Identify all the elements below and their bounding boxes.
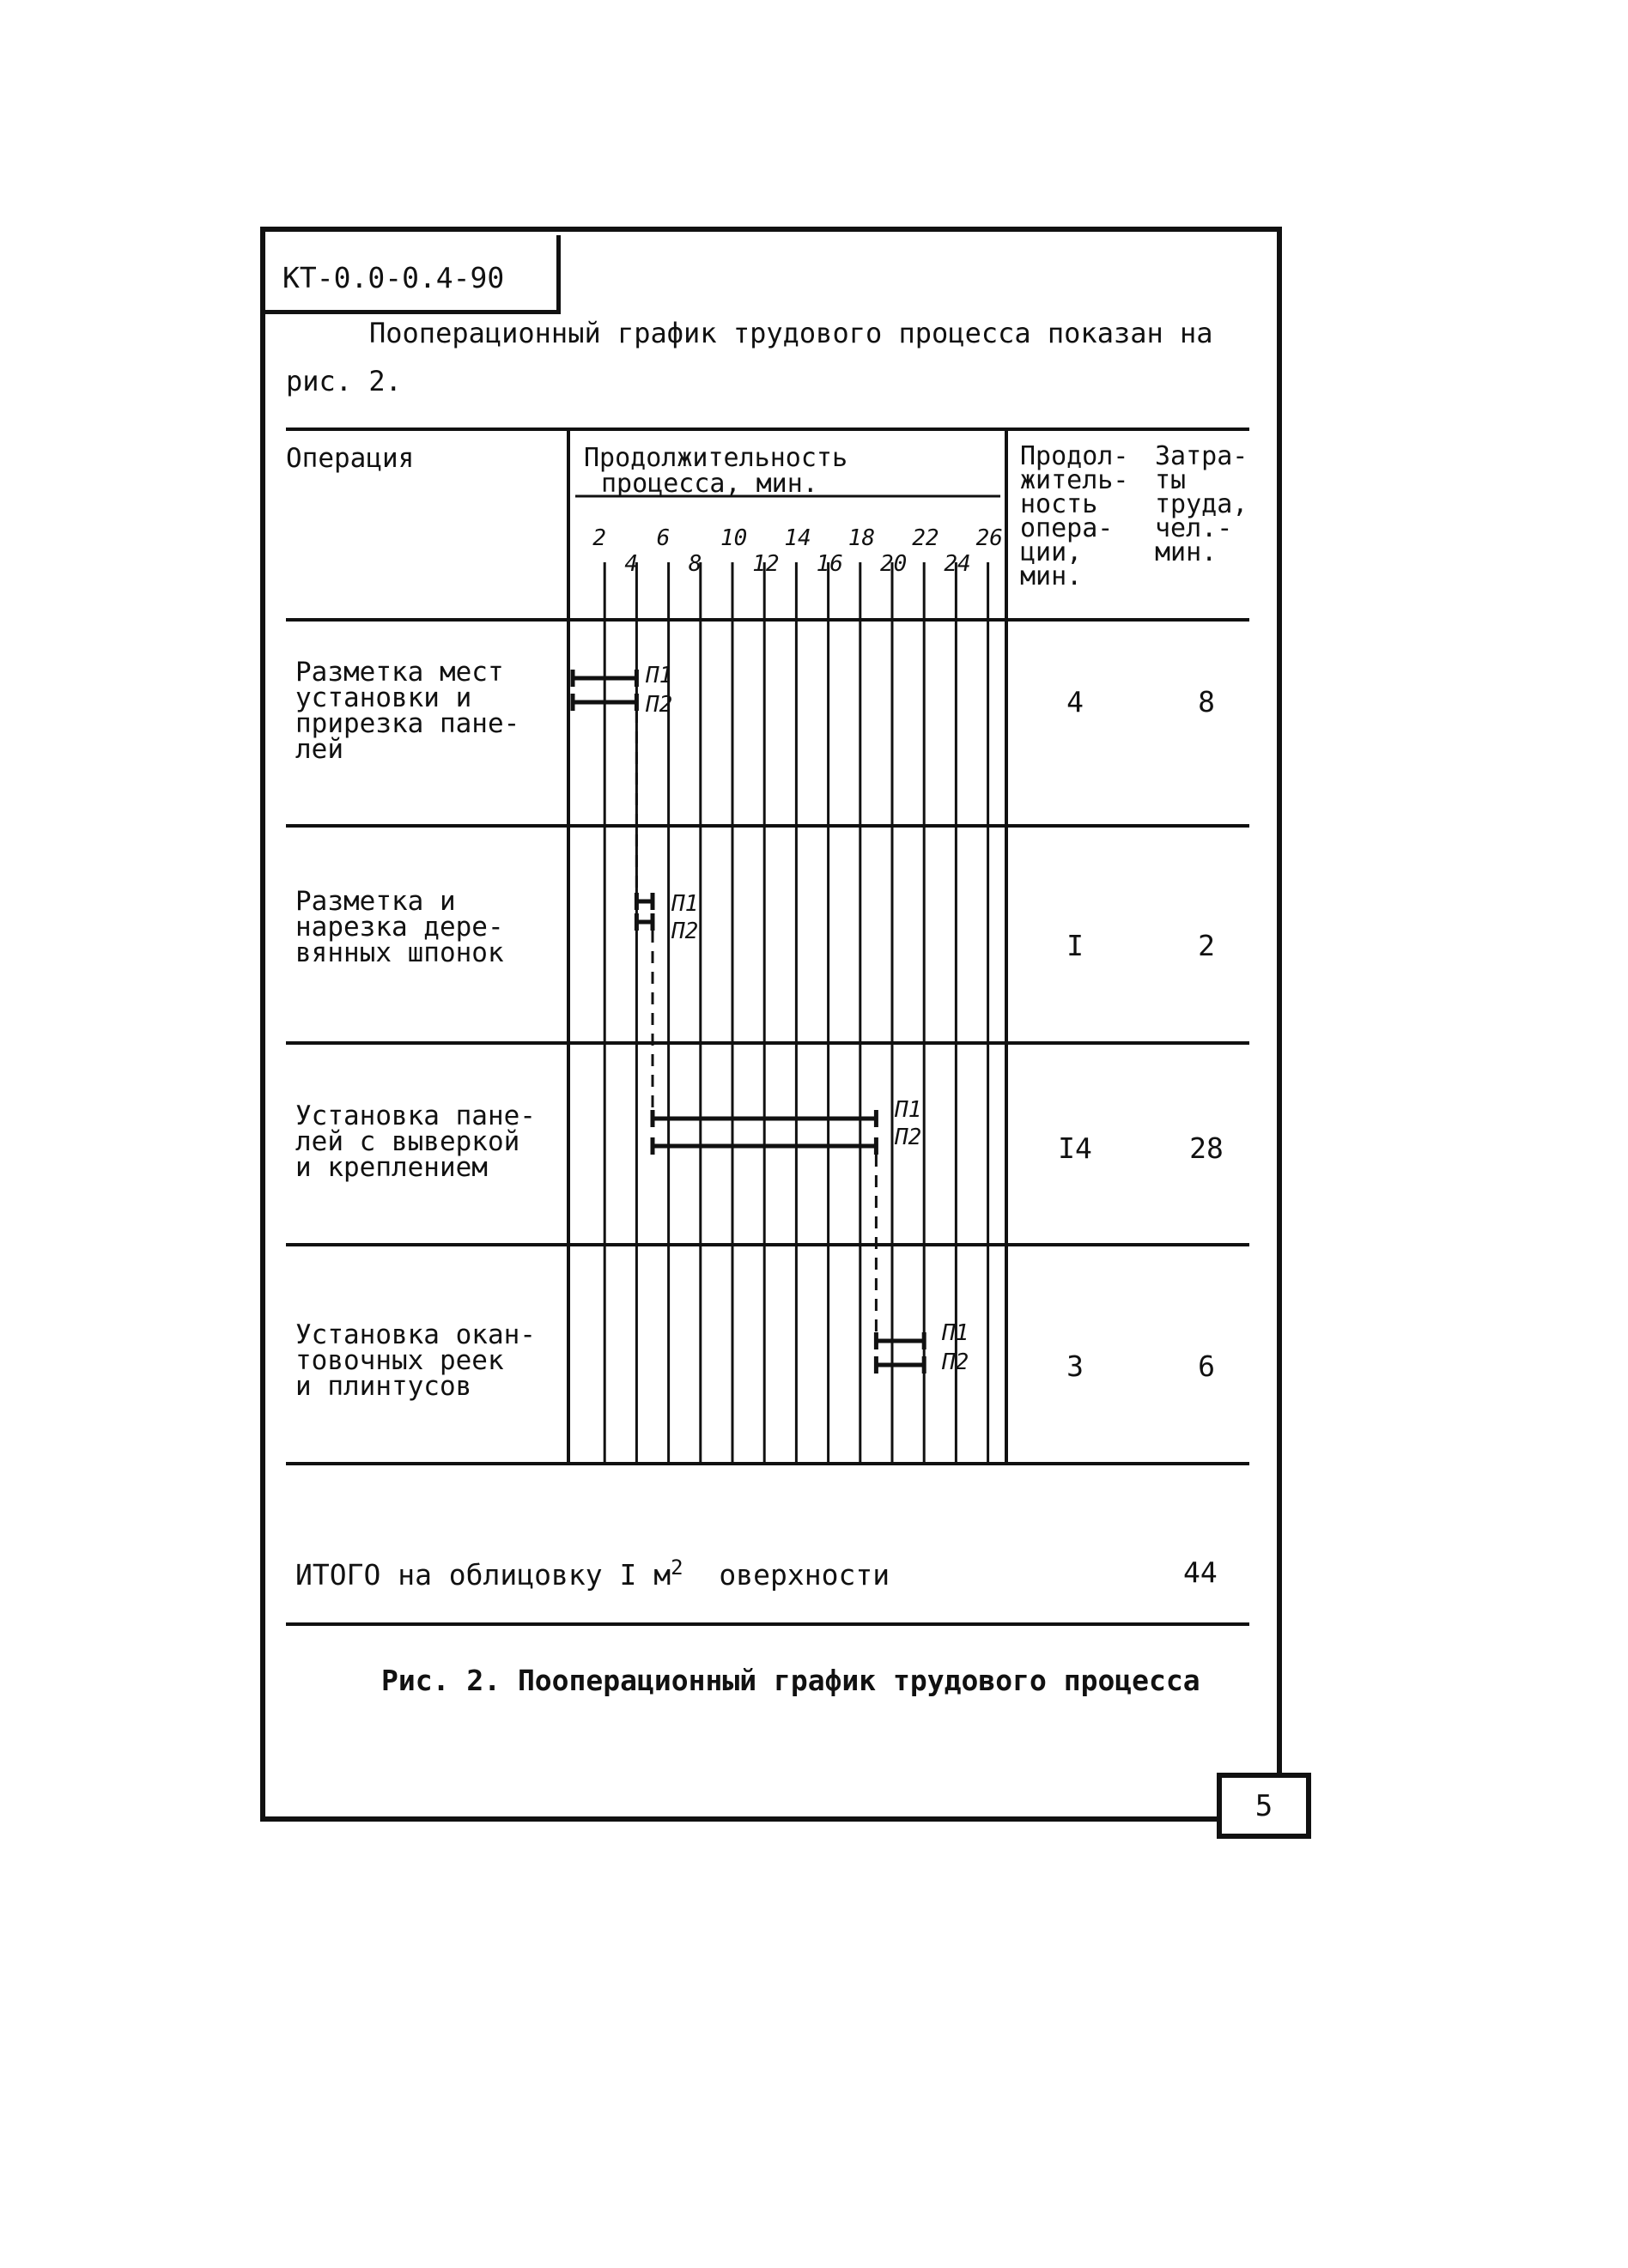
header-duration-op-line: житель- [1020, 465, 1129, 495]
header-labor-line: ты [1155, 465, 1187, 495]
tick-label: 16 [816, 551, 843, 577]
operation-name-line: Разметка мест [295, 657, 504, 688]
tick-label: 2 [592, 525, 606, 551]
worker-label: П2 [895, 1125, 922, 1150]
tick-label: 20 [880, 551, 908, 577]
document-code: КТ-0.0-0.4-90 [282, 261, 505, 294]
operation-2-labor: 2 [1198, 929, 1215, 962]
header-duration-process-1: Продолжительность [584, 443, 848, 473]
operation-name-line: и плинтусов [295, 1371, 472, 1402]
tick-label: 24 [944, 551, 971, 577]
tick-label: 12 [752, 551, 780, 577]
operation-name-line: товочных реек [295, 1345, 504, 1376]
operation-1-name [295, 657, 520, 765]
header-duration-op-line: ность [1020, 489, 1098, 519]
page-number-box [1217, 1773, 1311, 1839]
header-duration-op-line: мин. [1020, 561, 1083, 591]
worker-label: П1 [646, 663, 673, 688]
header-labor-line: мин. [1155, 537, 1218, 567]
operation-name-line: установки и [295, 682, 472, 713]
operation-name-line: Установка пане- [295, 1101, 536, 1131]
header-duration-process-2: процесса, мин. [601, 469, 818, 499]
operation-1-duration: 4 [1066, 685, 1084, 719]
page-number: 5 [1254, 1788, 1273, 1823]
intro-line-1: Пооперационный график трудового процесса показан на [369, 317, 1213, 349]
worker-label: П2 [671, 919, 699, 944]
header-labor-line: Затра- [1155, 441, 1248, 471]
total-value: 44 [1183, 1555, 1218, 1589]
header-duration-op [1020, 441, 1129, 591]
operation-name-line: лей с выверкой [295, 1126, 520, 1157]
operation-1-labor: 8 [1198, 685, 1215, 719]
operation-name-line: и креплением [295, 1152, 488, 1183]
worker-label: П2 [942, 1349, 969, 1375]
header-labor-line: чел.- [1155, 513, 1233, 543]
tick-label: 8 [688, 551, 702, 577]
figure-caption: Рис. 2. Пооперационный график трудового процесса [381, 1664, 1200, 1697]
operation-2-name [295, 888, 504, 966]
tick-label: 14 [784, 525, 811, 551]
header-duration-op-line: ции, [1020, 537, 1083, 567]
operation-name-line: нарезка дере- [295, 912, 504, 943]
tick-label: 6 [656, 525, 671, 551]
tick-label: 22 [912, 525, 939, 551]
operation-name-line: прирезка пане- [295, 708, 520, 739]
total-label-sup: 2 [671, 1555, 683, 1580]
header-duration-op-line: Продол- [1020, 441, 1129, 471]
operation-name-line: Разметка и [295, 886, 456, 917]
intro-line-2: рис. 2. [286, 365, 402, 397]
operation-name-line: лей [295, 734, 343, 765]
operation-3-name [295, 1101, 536, 1183]
header-labor [1155, 441, 1248, 567]
total-label [295, 1555, 890, 1592]
worker-label: П2 [646, 692, 673, 718]
operation-4-name [295, 1319, 536, 1402]
operation-2-duration: I [1066, 929, 1084, 962]
operation-name-line: вянных шпонок [295, 937, 504, 968]
operation-3-labor: 28 [1189, 1131, 1224, 1165]
operation-4-labor: 6 [1198, 1349, 1215, 1383]
header-labor-line: труда, [1155, 489, 1248, 519]
operation-4-duration: 3 [1066, 1349, 1084, 1383]
tick-label: 26 [975, 525, 1003, 551]
operation-name-line: Установка окан- [295, 1319, 536, 1350]
worker-label: П1 [895, 1097, 922, 1123]
tick-label: 4 [624, 551, 639, 577]
worker-label: П1 [942, 1320, 969, 1346]
total-label-suffix: оверхности [719, 1558, 890, 1592]
header-duration-op-line: опера- [1020, 513, 1114, 543]
tick-label: 18 [847, 525, 876, 551]
tick-label: 10 [720, 525, 748, 551]
worker-label: П1 [671, 891, 699, 917]
total-label-text: ИТОГО на облицовку I м [295, 1558, 671, 1592]
header-operation: Операция [286, 443, 415, 474]
operation-3-duration: I4 [1058, 1131, 1092, 1165]
